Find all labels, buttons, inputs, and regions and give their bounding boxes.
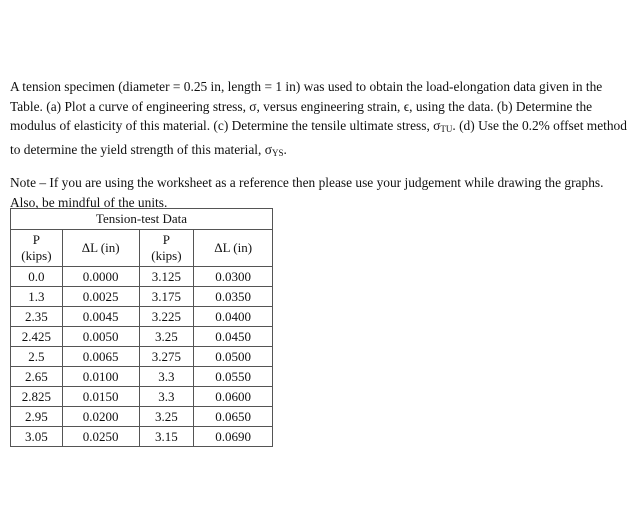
header-p-2-unit: (kips) bbox=[151, 248, 182, 263]
cell-dl2: 0.0690 bbox=[194, 427, 273, 447]
cell-p2: 3.25 bbox=[139, 327, 194, 347]
table-row bbox=[11, 347, 273, 367]
problem-text bbox=[10, 77, 632, 212]
subscript-tu: TU bbox=[440, 124, 453, 134]
problem-statement bbox=[10, 77, 632, 163]
cell-p2: 3.225 bbox=[139, 307, 194, 327]
header-p-2 bbox=[139, 230, 194, 267]
header-p-1-symbol: P bbox=[32, 232, 41, 247]
table-row bbox=[11, 427, 273, 447]
table-row bbox=[11, 387, 273, 407]
table-row bbox=[11, 407, 273, 427]
cell-dl2: 0.0500 bbox=[194, 347, 273, 367]
header-dl-1: ΔL (in) bbox=[62, 230, 139, 267]
header-p-1 bbox=[11, 230, 63, 267]
cell-p1: 2.5 bbox=[11, 347, 63, 367]
table-row bbox=[11, 267, 273, 287]
cell-p1: 3.05 bbox=[11, 427, 63, 447]
cell-dl2: 0.0350 bbox=[194, 287, 273, 307]
cell-p2: 3.3 bbox=[139, 367, 194, 387]
header-p-2-symbol: P bbox=[162, 232, 171, 247]
table-caption: Tension-test Data bbox=[11, 209, 273, 230]
cell-p1: 2.425 bbox=[11, 327, 63, 347]
statement-part-b: . (d) Use the 0.2% offset method to determine the yield strength of this material, σ bbox=[10, 118, 627, 157]
cell-dl1: 0.0150 bbox=[62, 387, 139, 407]
cell-dl2: 0.0650 bbox=[194, 407, 273, 427]
cell-dl2: 0.0400 bbox=[194, 307, 273, 327]
cell-dl1: 0.0045 bbox=[62, 307, 139, 327]
statement-part-a: A tension specimen (diameter = 0.25 in, length = 1 in) was used to obtain the load-elongation data given in the Table. (a) Plot a curve of engineering stress, σ, versus engineering strain, ϵ, using the data. (b) Determine the modulus of elasticity of this material. (c) Determine the tensile ultimate stress, σ bbox=[10, 79, 603, 133]
cell-dl1: 0.0065 bbox=[62, 347, 139, 367]
cell-p1: 2.825 bbox=[11, 387, 63, 407]
cell-p1: 2.65 bbox=[11, 367, 63, 387]
cell-p1: 2.35 bbox=[11, 307, 63, 327]
cell-p2: 3.175 bbox=[139, 287, 194, 307]
header-p-1-unit: (kips) bbox=[21, 248, 52, 263]
cell-p1: 2.95 bbox=[11, 407, 63, 427]
table-row bbox=[11, 327, 273, 347]
cell-dl1: 0.0200 bbox=[62, 407, 139, 427]
cell-dl2: 0.0300 bbox=[194, 267, 273, 287]
table-row bbox=[11, 307, 273, 327]
subscript-ys: YS bbox=[271, 147, 284, 158]
cell-dl1: 0.0050 bbox=[62, 327, 139, 347]
cell-p1: 1.3 bbox=[11, 287, 63, 307]
cell-p2: 3.3 bbox=[139, 387, 194, 407]
cell-dl1: 0.0250 bbox=[62, 427, 139, 447]
table-row bbox=[11, 287, 273, 307]
cell-dl2: 0.0550 bbox=[194, 367, 273, 387]
cell-dl1: 0.0000 bbox=[62, 267, 139, 287]
cell-dl1: 0.0100 bbox=[62, 367, 139, 387]
cell-p1: 0.0 bbox=[11, 267, 63, 287]
statement-end: . bbox=[283, 141, 287, 157]
cell-dl2: 0.0600 bbox=[194, 387, 273, 407]
cell-p2: 3.15 bbox=[139, 427, 194, 447]
header-dl-2: ΔL (in) bbox=[194, 230, 273, 267]
cell-p2: 3.25 bbox=[139, 407, 194, 427]
cell-p2: 3.125 bbox=[139, 267, 194, 287]
table-row bbox=[11, 367, 273, 387]
tension-test-table bbox=[10, 208, 273, 447]
cell-dl2: 0.0450 bbox=[194, 327, 273, 347]
cell-dl1: 0.0025 bbox=[62, 287, 139, 307]
note-text: Note – If you are using the worksheet as a reference then please use your judgement while drawing the graphs. Also, be mindful of the units. bbox=[10, 175, 604, 210]
cell-p2: 3.275 bbox=[139, 347, 194, 367]
